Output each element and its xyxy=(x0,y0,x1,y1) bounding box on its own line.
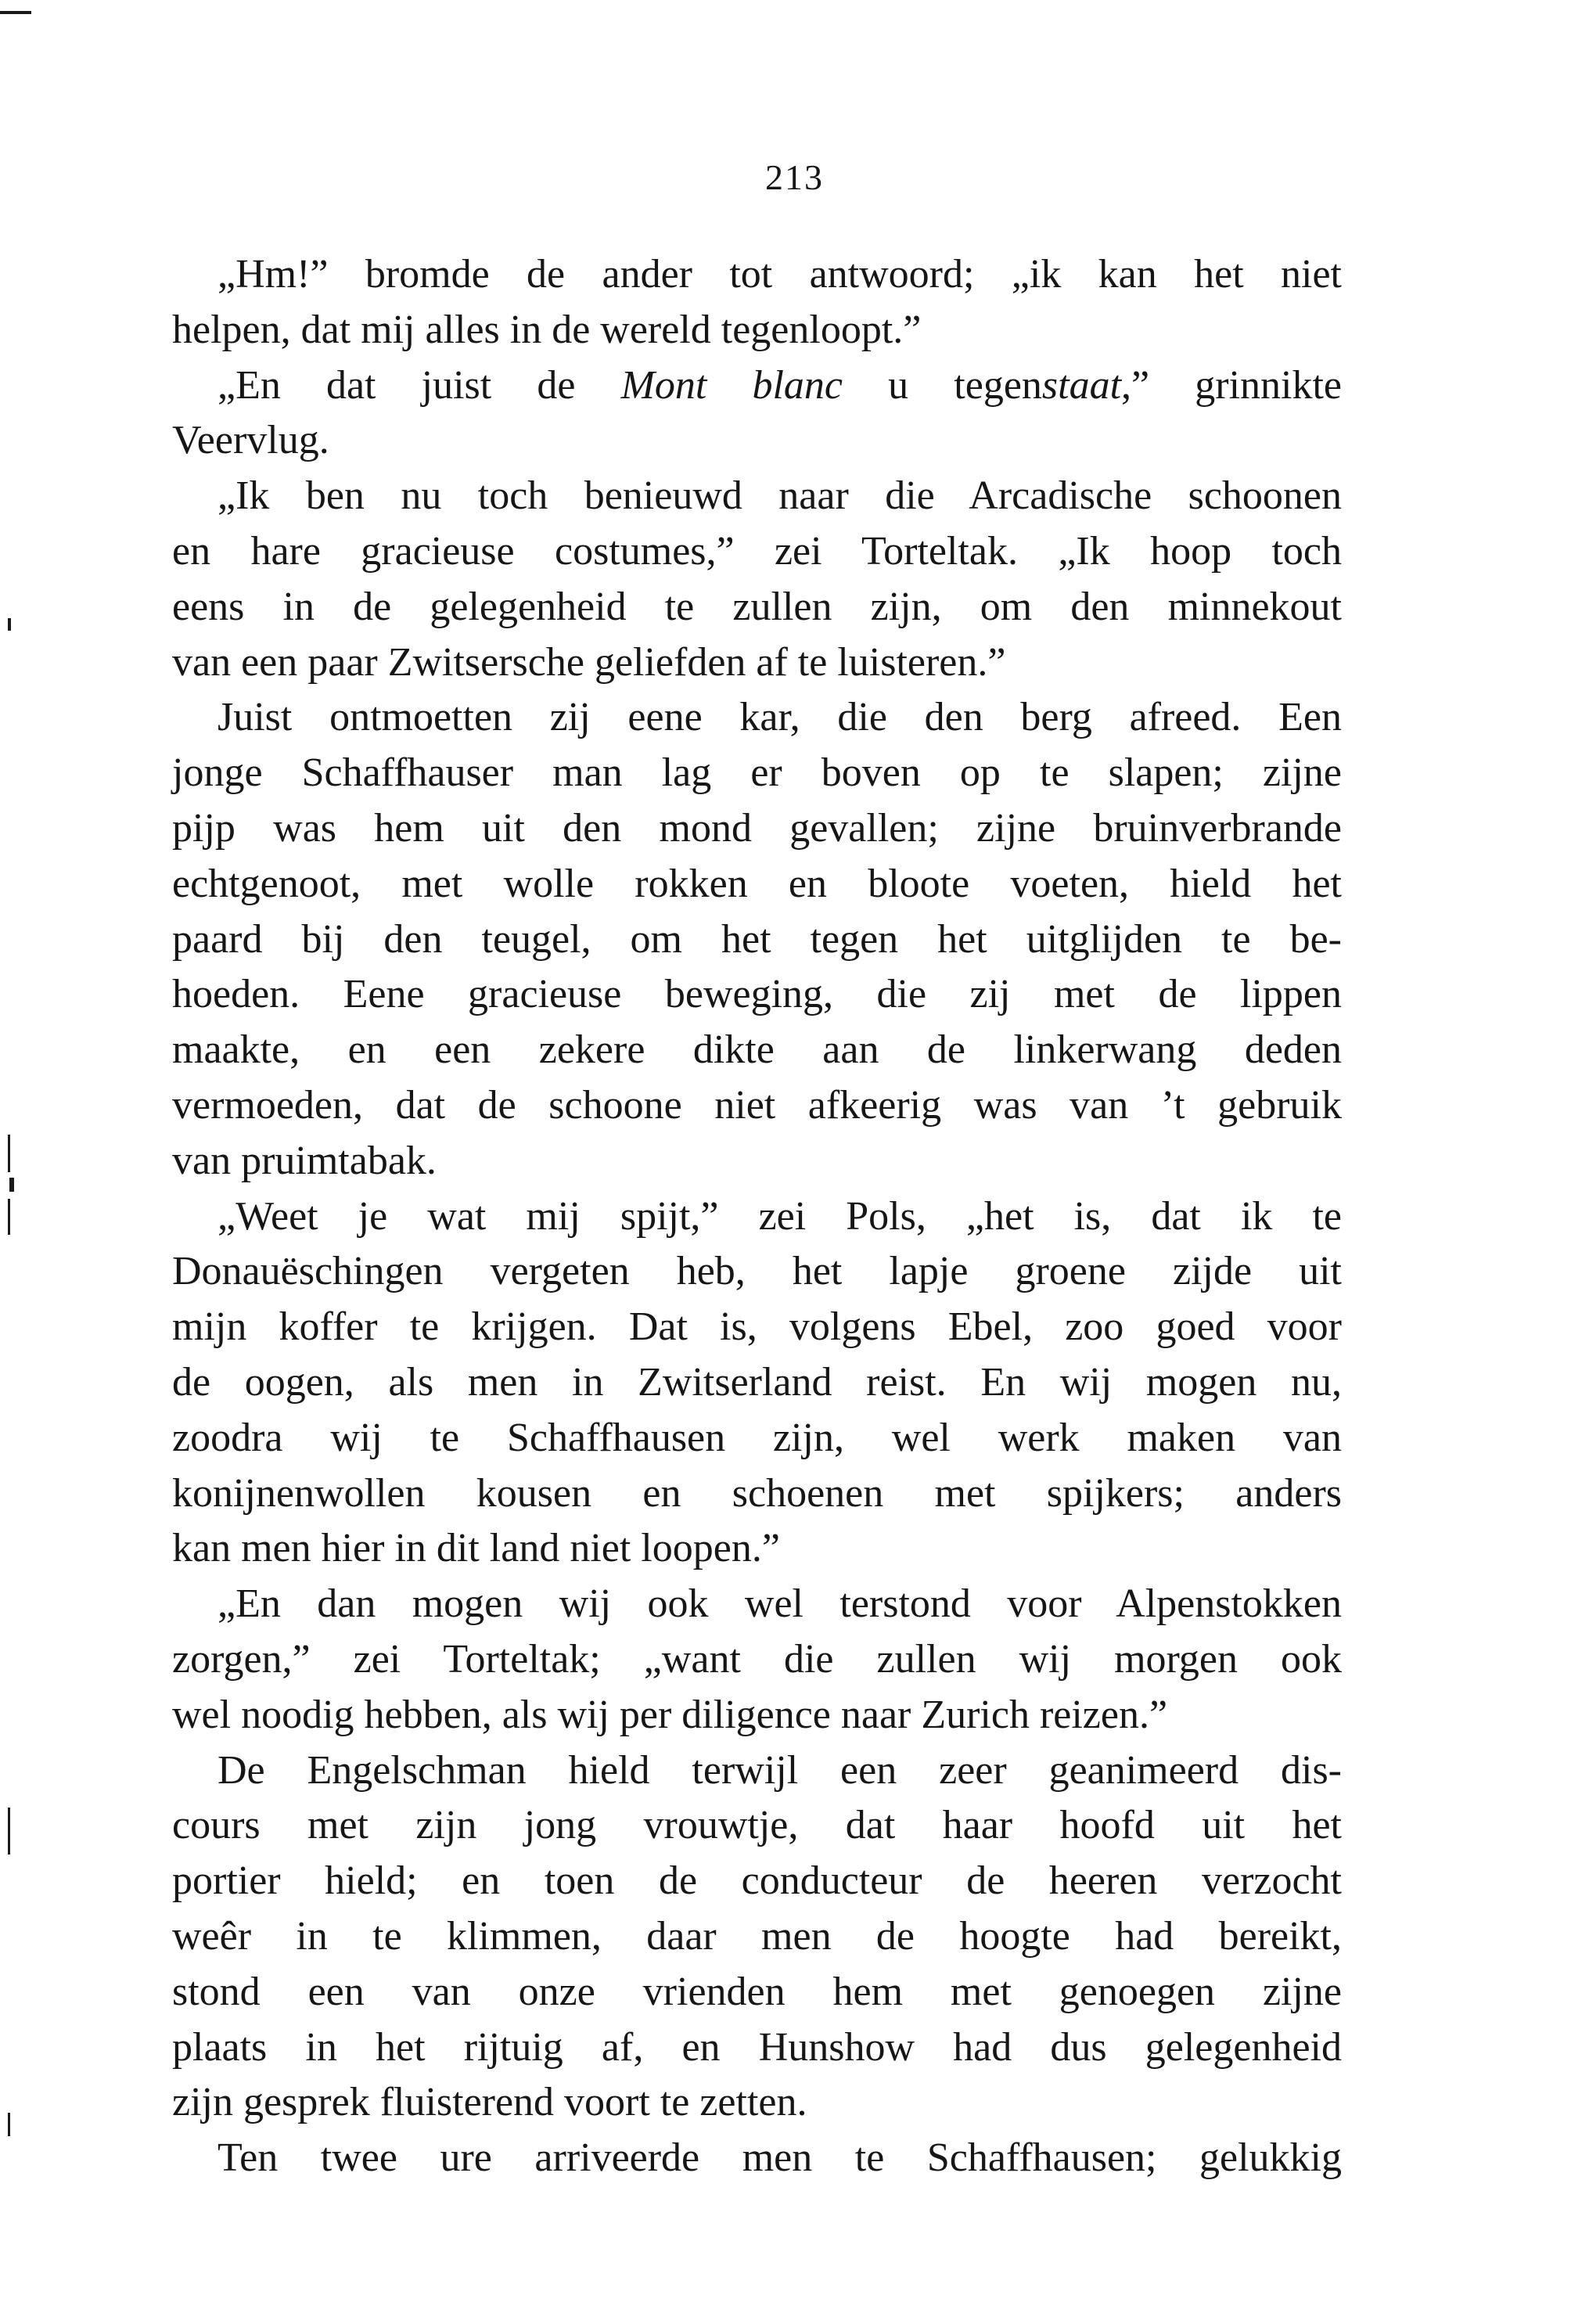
text-run: zoodra wij te Schaffhausen zijn, wel werk maken van xyxy=(172,1415,1342,1460)
text-run: echtgenoot, met wolle rokken en bloote voeten, hield het xyxy=(172,861,1342,906)
text-run: van pruimtabak. xyxy=(172,1138,437,1183)
text-line xyxy=(172,1466,1342,1522)
text-line xyxy=(172,1355,1342,1411)
paragraph xyxy=(172,469,1342,690)
text-run: kan men hier in dit land niet loopen.” xyxy=(172,1526,780,1571)
paragraph xyxy=(172,1189,1342,1578)
text-line xyxy=(172,358,1342,414)
italic-text: staat xyxy=(1041,362,1122,408)
text-line xyxy=(172,2131,1342,2186)
text-line xyxy=(172,1078,1342,1134)
text-run: cours met zijn jong vrouwtje, dat haar hoofd uit het xyxy=(172,1803,1342,1848)
text-line xyxy=(172,303,1342,358)
text-run: u tegen xyxy=(843,362,1042,408)
text-line xyxy=(172,2075,1342,2131)
scan-mark-left-2 xyxy=(8,1135,10,1172)
text-run: helpen, dat mij alles in de wereld tegenloopt.” xyxy=(172,307,922,352)
body-text xyxy=(172,247,1342,2186)
text-run: en hare gracieuse costumes,” zei Torteltak. „Ik hoop toch xyxy=(172,528,1342,574)
text-line xyxy=(172,1577,1342,1632)
scan-mark-top-left xyxy=(0,11,31,14)
paragraph xyxy=(172,247,1342,358)
text-run: „En dat juist de xyxy=(217,362,621,408)
text-run: van een paar Zwitsersche geliefden af te luisteren.” xyxy=(172,639,1006,685)
text-run: paard bij den teugel, om het tegen het uitglijden te be- xyxy=(172,916,1342,962)
text-run: Juist ontmoetten zij eene kar, die den berg afreed. Een xyxy=(217,695,1342,740)
text-line xyxy=(172,690,1342,746)
text-run: eens in de gelegenheid te zullen zijn, om den minnekout xyxy=(172,584,1342,629)
text-line xyxy=(172,2020,1342,2076)
text-run: maakte, en een zekere dikte aan de linkerwang deden xyxy=(172,1027,1342,1073)
text-run: de oogen, als men in Zwitserland reist. En wij mogen nu, xyxy=(172,1359,1342,1405)
text-line xyxy=(172,247,1342,303)
text-run: Donauëschingen vergeten heb, het lapje groene zijde uit xyxy=(172,1249,1342,1294)
text-line xyxy=(172,1743,1342,1799)
text-run: hoeden. Eene gracieuse beweging, die zij met de lippen xyxy=(172,972,1342,1017)
text-line xyxy=(172,1965,1342,2020)
paragraph xyxy=(172,2131,1342,2186)
text-run: pijp was hem uit den mond gevallen; zijne bruinverbrande xyxy=(172,805,1342,851)
scan-mark-left-6 xyxy=(8,2113,10,2136)
scan-mark-left-1 xyxy=(8,618,11,631)
text-line xyxy=(172,1244,1342,1300)
text-run: konijnenwollen kousen en schoenen met spijkers; anders xyxy=(172,1470,1342,1516)
text-run: „En dan mogen wij ook wel terstond voor Alpenstokken xyxy=(217,1581,1342,1627)
text-line xyxy=(172,413,1342,469)
text-run: „Weet je wat mij spijt,” zei Pols, „het is, dat ik te xyxy=(217,1193,1342,1239)
scan-mark-left-5 xyxy=(8,1808,10,1855)
text-line xyxy=(172,1798,1342,1854)
text-line xyxy=(172,1632,1342,1688)
text-run: Ten twee ure arriveerde men te Schaffhausen; gelukkig xyxy=(217,2135,1342,2181)
text-run: wel noodig hebben, als wij per diligence naar Zurich reizen.” xyxy=(172,1692,1168,1737)
text-line xyxy=(172,1688,1342,1743)
scan-mark-left-3 xyxy=(9,1178,14,1192)
paragraph xyxy=(172,1577,1342,1743)
text-run: stond een van onze vrienden hem met genoegen zijne xyxy=(172,1969,1342,2014)
text-line xyxy=(172,1521,1342,1577)
text-run: portier hield; en toen de conducteur de heeren verzocht xyxy=(172,1858,1342,1904)
text-line xyxy=(172,912,1342,968)
text-run: weêr in te klimmen, daar men de hoogte had bereikt, xyxy=(172,1913,1342,1959)
text-line xyxy=(172,746,1342,801)
text-line xyxy=(172,1300,1342,1355)
text-line xyxy=(172,1411,1342,1466)
text-line xyxy=(172,635,1342,691)
text-line xyxy=(172,801,1342,857)
paragraph xyxy=(172,690,1342,1189)
text-line xyxy=(172,967,1342,1023)
text-line xyxy=(172,469,1342,524)
text-run: zijn gesprek fluisterend voort te zetten. xyxy=(172,2080,807,2125)
text-line xyxy=(172,1134,1342,1189)
text-run: De Engelschman hield terwijl een zeer geanimeerd dis- xyxy=(217,1747,1342,1793)
text-line xyxy=(172,1909,1342,1965)
page-number: 213 xyxy=(765,157,824,197)
text-run: jonge Schaffhauser man lag er boven op te slapen; zijne xyxy=(172,750,1342,796)
text-run: plaats in het rijtuig af, en Hunshow had dus gelegenheid xyxy=(172,2024,1342,2070)
text-run: „Hm!” bromde de ander tot antwoord; „ik kan het niet xyxy=(217,252,1342,297)
text-line xyxy=(172,1189,1342,1245)
text-run: „Ik ben nu toch benieuwd naar die Arcadische schoonen xyxy=(217,473,1342,519)
text-line xyxy=(172,580,1342,635)
italic-text: Mont blanc xyxy=(620,362,843,408)
text-line xyxy=(172,1023,1342,1078)
text-run: zorgen,” zei Torteltak; „want die zullen wij morgen ook xyxy=(172,1636,1342,1682)
paragraph xyxy=(172,1743,1342,2132)
paragraph xyxy=(172,358,1342,469)
text-line xyxy=(172,857,1342,912)
text-run: ,” grinnikte xyxy=(1121,362,1343,408)
text-line xyxy=(172,524,1342,580)
text-run: vermoeden, dat de schoone niet afkeerig was van ’t gebruik xyxy=(172,1082,1342,1128)
text-run: Veervlug. xyxy=(172,418,329,463)
text-run: mijn koffer te krijgen. Dat is, volgens Ebel, zoo goed voor xyxy=(172,1304,1342,1350)
text-line xyxy=(172,1854,1342,1909)
scan-mark-left-4 xyxy=(8,1199,10,1235)
